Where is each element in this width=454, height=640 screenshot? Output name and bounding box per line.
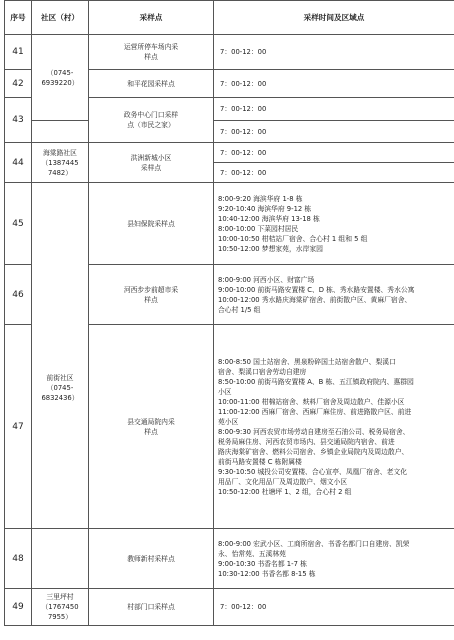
table-row [5,121,454,143]
time-cell: 8:00-9:20 海滨华府 1-8 栋 9:20-10:40 海滨华府 9-12 栋 10:40-12:00 海滨华府 13-18 栋 8:00-10:00 下菜园村居民 10:00-10:50 柑桔站厂宿舍、合心村 1 组和 5 组 10:50-12:00 梦想家苑，水岸家园 [214,183,454,265]
header-time-area: 采样时间及区域点 [214,1,454,35]
time-cell: 7：00-12：00 [214,98,454,121]
site-cell: 村部门口采样点 [89,589,214,626]
site-cell: 县交通局院内采 样点 [89,325,214,529]
community-cell: 海棠路社区 （1387445 7482） [32,143,89,183]
site-cell: 政务中心门口采样 点（市民之家） [89,98,214,143]
row-index: 48 [5,529,32,589]
time-cell: 7：00-12：00 [214,143,454,163]
time-cell: 7：00-12：00 [214,163,454,183]
site-cell: 河西步步前超市采 样点 [89,265,214,325]
time-cell: 7：00-12：00 [214,35,454,70]
community-cell [32,121,89,143]
table-row [5,143,454,163]
time-cell: 7：00-12：00 [214,70,454,98]
row-index: 47 [5,325,32,529]
time-cell: 8:00-9:00 河西小区、财富广场 9:00-10:00 前街马路安置楼 C、D 栋、秀水路安置楼、秀水公寓 10:00-12:00 秀水路庆海棠矿宿舍、前街散户区、黄麻厂宿舍、 合心村 1/5 组 [214,265,454,325]
site-cell: 运营所停车场内采 样点 [89,35,214,70]
header-community: 社区（村） [32,1,89,35]
row-index: 43 [5,98,32,143]
row-index: 45 [5,183,32,265]
site-cell: 教师新村采样点 [89,529,214,589]
header-site: 采样点 [89,1,214,35]
table-row [5,183,454,265]
row-index: 41 [5,35,32,70]
table-row [5,529,454,589]
community-cell: 前街社区 （0745- 6832436） [32,183,89,529]
table-row [5,35,454,70]
row-index: 44 [5,143,32,183]
site-cell: 和平花园采样点 [89,70,214,98]
row-index: 42 [5,70,32,98]
header-index: 序号 [5,1,32,35]
community-cell: 三里坪村 （1767450 7955） [32,589,89,626]
table-header-row [5,1,454,35]
sampling-schedule-table [4,0,454,626]
time-cell: 7：00-12：00 [214,589,454,626]
time-cell: 8:00-9:00 宏武小区、工商所宿舍、书香名都门口自建房、凯荣 永、怡常苑、五溪林苑 9:00-10:30 书香名都 1-7 栋 10:30-12:00 书香名都 8-15 栋 [214,529,454,589]
table-row [5,589,454,626]
time-cell: 8:00-8:50 国土站宿舍、黑泉粉碎国土站宿舍散户、梨溪口 宿舍、梨溪口宿舍劳动自建房 8:50-10:00 前街马路安置楼 A、B 栋、五江镇政府院内、惠群园 小区 10:00-11:00 柑棉站宿舍、麸料厂宿舍及周边散户、佳源小区 11:00-12:00 西麻厂宿舍、西麻厂麻住房、前进路散户区、前进 苑小区 8:00-9:30 河西农贸市场劳动自建房至石油公司、税务局宿舍、 税务局麻住房、河西农贸市场内、县交通局院内宿舍、前进 路庆海棠矿宿舍、燃料公司宿舍、乡镇企业局院内及周边散户、 前街马路安置楼 C 栋附属楼 9:30-10:50 城投公司安置楼、合心宣亭、凤凰厂宿舍、老文化 用品厂、文化用品厂及周边散户、烟文小区 10:50-12:00 杜塘坪 1、2 组，合心村 2 组 [214,325,454,529]
community-cell [32,529,89,589]
site-cell: 县妇保院采样点 [89,183,214,265]
row-index: 46 [5,265,32,325]
site-cell: 洪洲新城小区 采样点 [89,143,214,183]
time-cell: 7：00-12：00 [214,121,454,143]
community-cell: （0745- 6939220） [32,35,89,121]
row-index: 49 [5,589,32,626]
